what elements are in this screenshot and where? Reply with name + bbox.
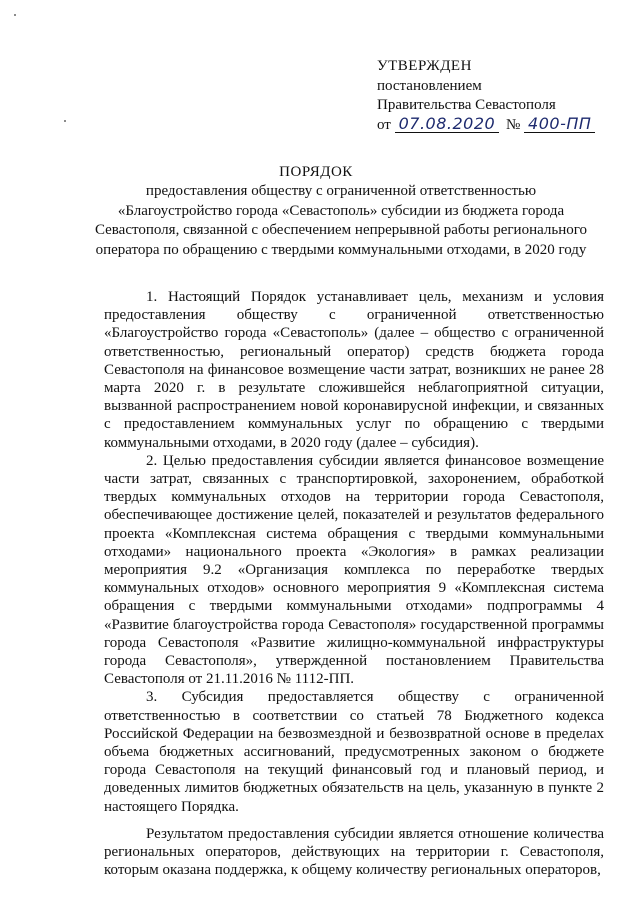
scan-speck	[64, 120, 66, 122]
document-body	[104, 288, 604, 880]
approval-heading: УТВЕРЖДЕН	[377, 58, 472, 74]
approval-line-3: Правительства Севастополя	[377, 97, 556, 113]
subtitle-line: предоставления обществу с ограниченной ответственностью	[145, 183, 537, 199]
handwritten-date: 07.08.2020	[395, 116, 500, 133]
approval-stamp-block	[377, 57, 617, 135]
document-subtitle	[80, 182, 602, 260]
paragraph-3: 3. Субсидия предоставляется обществу с ограниченной ответственностью в соответствии со статьей 78 Бюджетного кодекса Российской Федерации на безвозмездной и безвозвратной основе в пределах объема бюджетных ассигнований, предусмотренных законом о бюджете города Севастополя на текущий финансовый год и плановый период, и доведенных лимитов бюджетных обязательств на цель, указанную в пункте 2 настоящего Порядка.	[104, 689, 604, 815]
paragraph-1: 1. Настоящий Порядок устанавливает цель, механизм и условия предоставления обществу с ограниченной ответственностью «Благоустройство города «Севастополь» (далее – общество с ограниченной ответственностью, региональный оператор) средств бюджета города Севастополя на финансовое возмещение части затрат, возникших не ранее 28 марта 2020 г. в результате сложившейся неблагоприятной ситуации, вызванной распространением новой коронавирусной инфекции, и связанных с предоставлением коммунальных услуг по обращению с твердыми коммунальными отходами, в 2020 году (далее – субсидия).	[104, 289, 604, 451]
document-title: ПОРЯДОК	[279, 164, 353, 180]
paragraph-2: 2. Целью предоставления субсидии является финансовое возмещение части затрат, связанных с транспортировкой, захоронением, обработкой твердых коммунальных отходов на территории города Севастополя, обеспечивающее достижение целей, показателей и результатов федерального проекта «Комплексная система обращения с твердыми коммунальными отходами» национального проекта «Экология» в рамках реализации мероприятия 9.2 «Организация комплекса по переработке твердых коммунальных отходов» основного мероприятия 9 «Комплексная система обращения с твердыми коммунальными отходами» подпрограммы 4 «Развитие благоустройства города Севастополя» государственной программы города Севастополя «Развитие жилищно-коммунальной инфраструктуры города Севастополя», утвержденной постановлением Правительства Севастополя от 21.11.2016 № 1112-ПП.	[104, 452, 604, 688]
handwritten-number: 400-ПП	[524, 116, 595, 133]
approval-date-line	[377, 113, 617, 136]
paragraph-4: Результатом предоставления субсидии является отношение количества региональных операторов, действующих на территории г. Севастополя, которым оказана поддержка, к общему количеству региональных операторов,	[104, 825, 604, 879]
approval-line-2: постановлением	[377, 77, 482, 94]
date-prefix: от	[377, 116, 391, 133]
scan-speck	[14, 14, 16, 16]
subtitle-line: «Благоустройство города «Севастополь» субсидии из бюджета города	[117, 202, 565, 219]
subtitle-line: оператора по обращению с твердыми коммунальными отходами, в 2020 году	[95, 241, 587, 258]
subtitle-line: Севастополя, связанной с обеспечением непрерывной работы регионального	[94, 222, 588, 238]
number-prefix: №	[505, 116, 521, 133]
